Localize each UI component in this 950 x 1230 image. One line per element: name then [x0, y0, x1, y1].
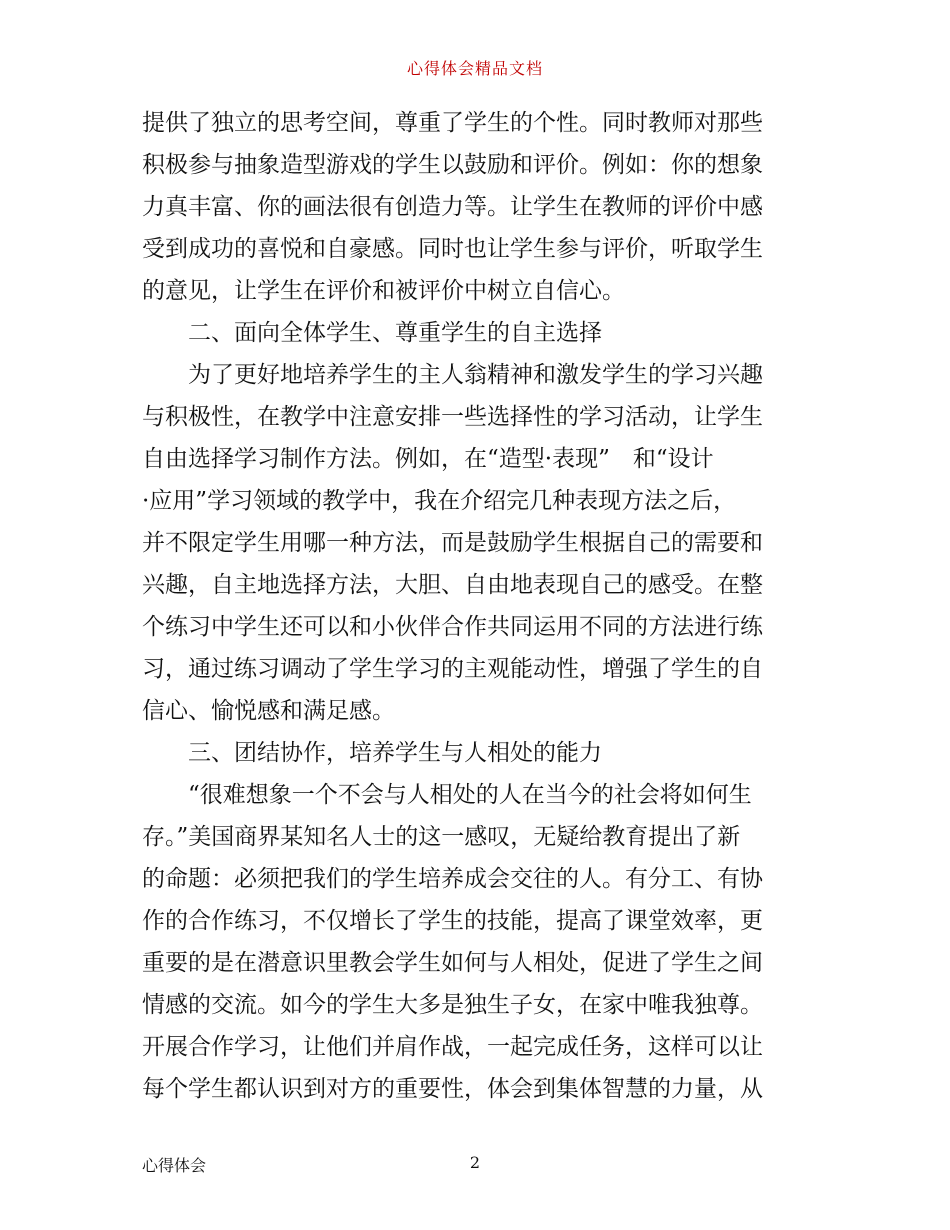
body-line-5: 的意见，让学生在评价和被评价中树立自信心。 — [142, 278, 625, 304]
body-line-11: 并不限定学生用哪一种方法，而是鼓励学生根据自己的需要和 — [142, 530, 763, 556]
body-line-19: 的命题：必须把我们的学生培养成会交往的人。有分工、有协 — [142, 866, 763, 892]
body-line-14: 习，通过练习调动了学生学习的主观能动性，增强了学生的自 — [142, 656, 763, 682]
document-body — [142, 102, 812, 1110]
body-line-23: 开展合作学习，让他们并肩作战，一起完成任务，这样可以让 — [142, 1034, 763, 1060]
footer-label: 心得体会 — [142, 1156, 207, 1175]
body-line-12: 兴趣，自主地选择方法，大胆、自由地表现自己的感受。在整 — [142, 572, 763, 598]
body-line-9: 自由选择学习制作方法。例如，在“造型·表现” 和“设计 — [142, 446, 714, 472]
body-line-2: 积极参与抽象造型游戏的学生以鼓励和评价。例如：你的想象 — [142, 152, 763, 178]
body-line-24: 每个学生都认识到对方的重要性，体会到集体智慧的力量，从 — [142, 1076, 763, 1102]
page-header-title: 心得体会精品文档 — [406, 59, 543, 78]
body-line-15: 信心、愉悦感和满足感。 — [142, 698, 395, 724]
body-line-13: 个练习中学生还可以和小伙伴合作共同运用不同的方法进行练 — [142, 614, 763, 640]
page-number: 2 — [469, 1153, 481, 1172]
body-line-17: “很难想象一个不会与人相处的人在当今的社会将如何生 — [188, 782, 752, 808]
section-heading-2: 二、面向全体学生、尊重学生的自主选择 — [188, 320, 602, 346]
body-line-4: 受到成功的喜悦和自豪感。同时也让学生参与评价，听取学生 — [142, 236, 763, 262]
body-line-20: 作的合作练习，不仅增长了学生的技能，提高了课堂效率，更 — [142, 908, 763, 934]
section-heading-3: 三、团结协作，培养学生与人相处的能力 — [188, 740, 602, 766]
body-line-18: 存。”美国商界某知名人士的这一感叹，无疑给教育提出了新 — [142, 824, 741, 850]
body-line-21: 重要的是在潜意识里教会学生如何与人相处，促进了学生之间 — [142, 950, 763, 976]
body-line-7: 为了更好地培养学生的主人翁精神和激发学生的学习兴趣 — [188, 362, 763, 388]
body-line-22: 情感的交流。如今的学生大多是独生子女，在家中唯我独尊。 — [142, 992, 763, 1018]
body-line-3: 力真丰富、你的画法很有创造力等。让学生在教师的评价中感 — [142, 194, 763, 220]
body-line-10: ·应用”学习领域的教学中，我在介绍完几种表现方法之后， — [142, 488, 737, 514]
body-line-8: 与积极性，在教学中注意安排一些选择性的学习活动，让学生 — [142, 404, 763, 430]
body-line-1: 提供了独立的思考空间，尊重了学生的个性。同时教师对那些 — [142, 110, 763, 136]
